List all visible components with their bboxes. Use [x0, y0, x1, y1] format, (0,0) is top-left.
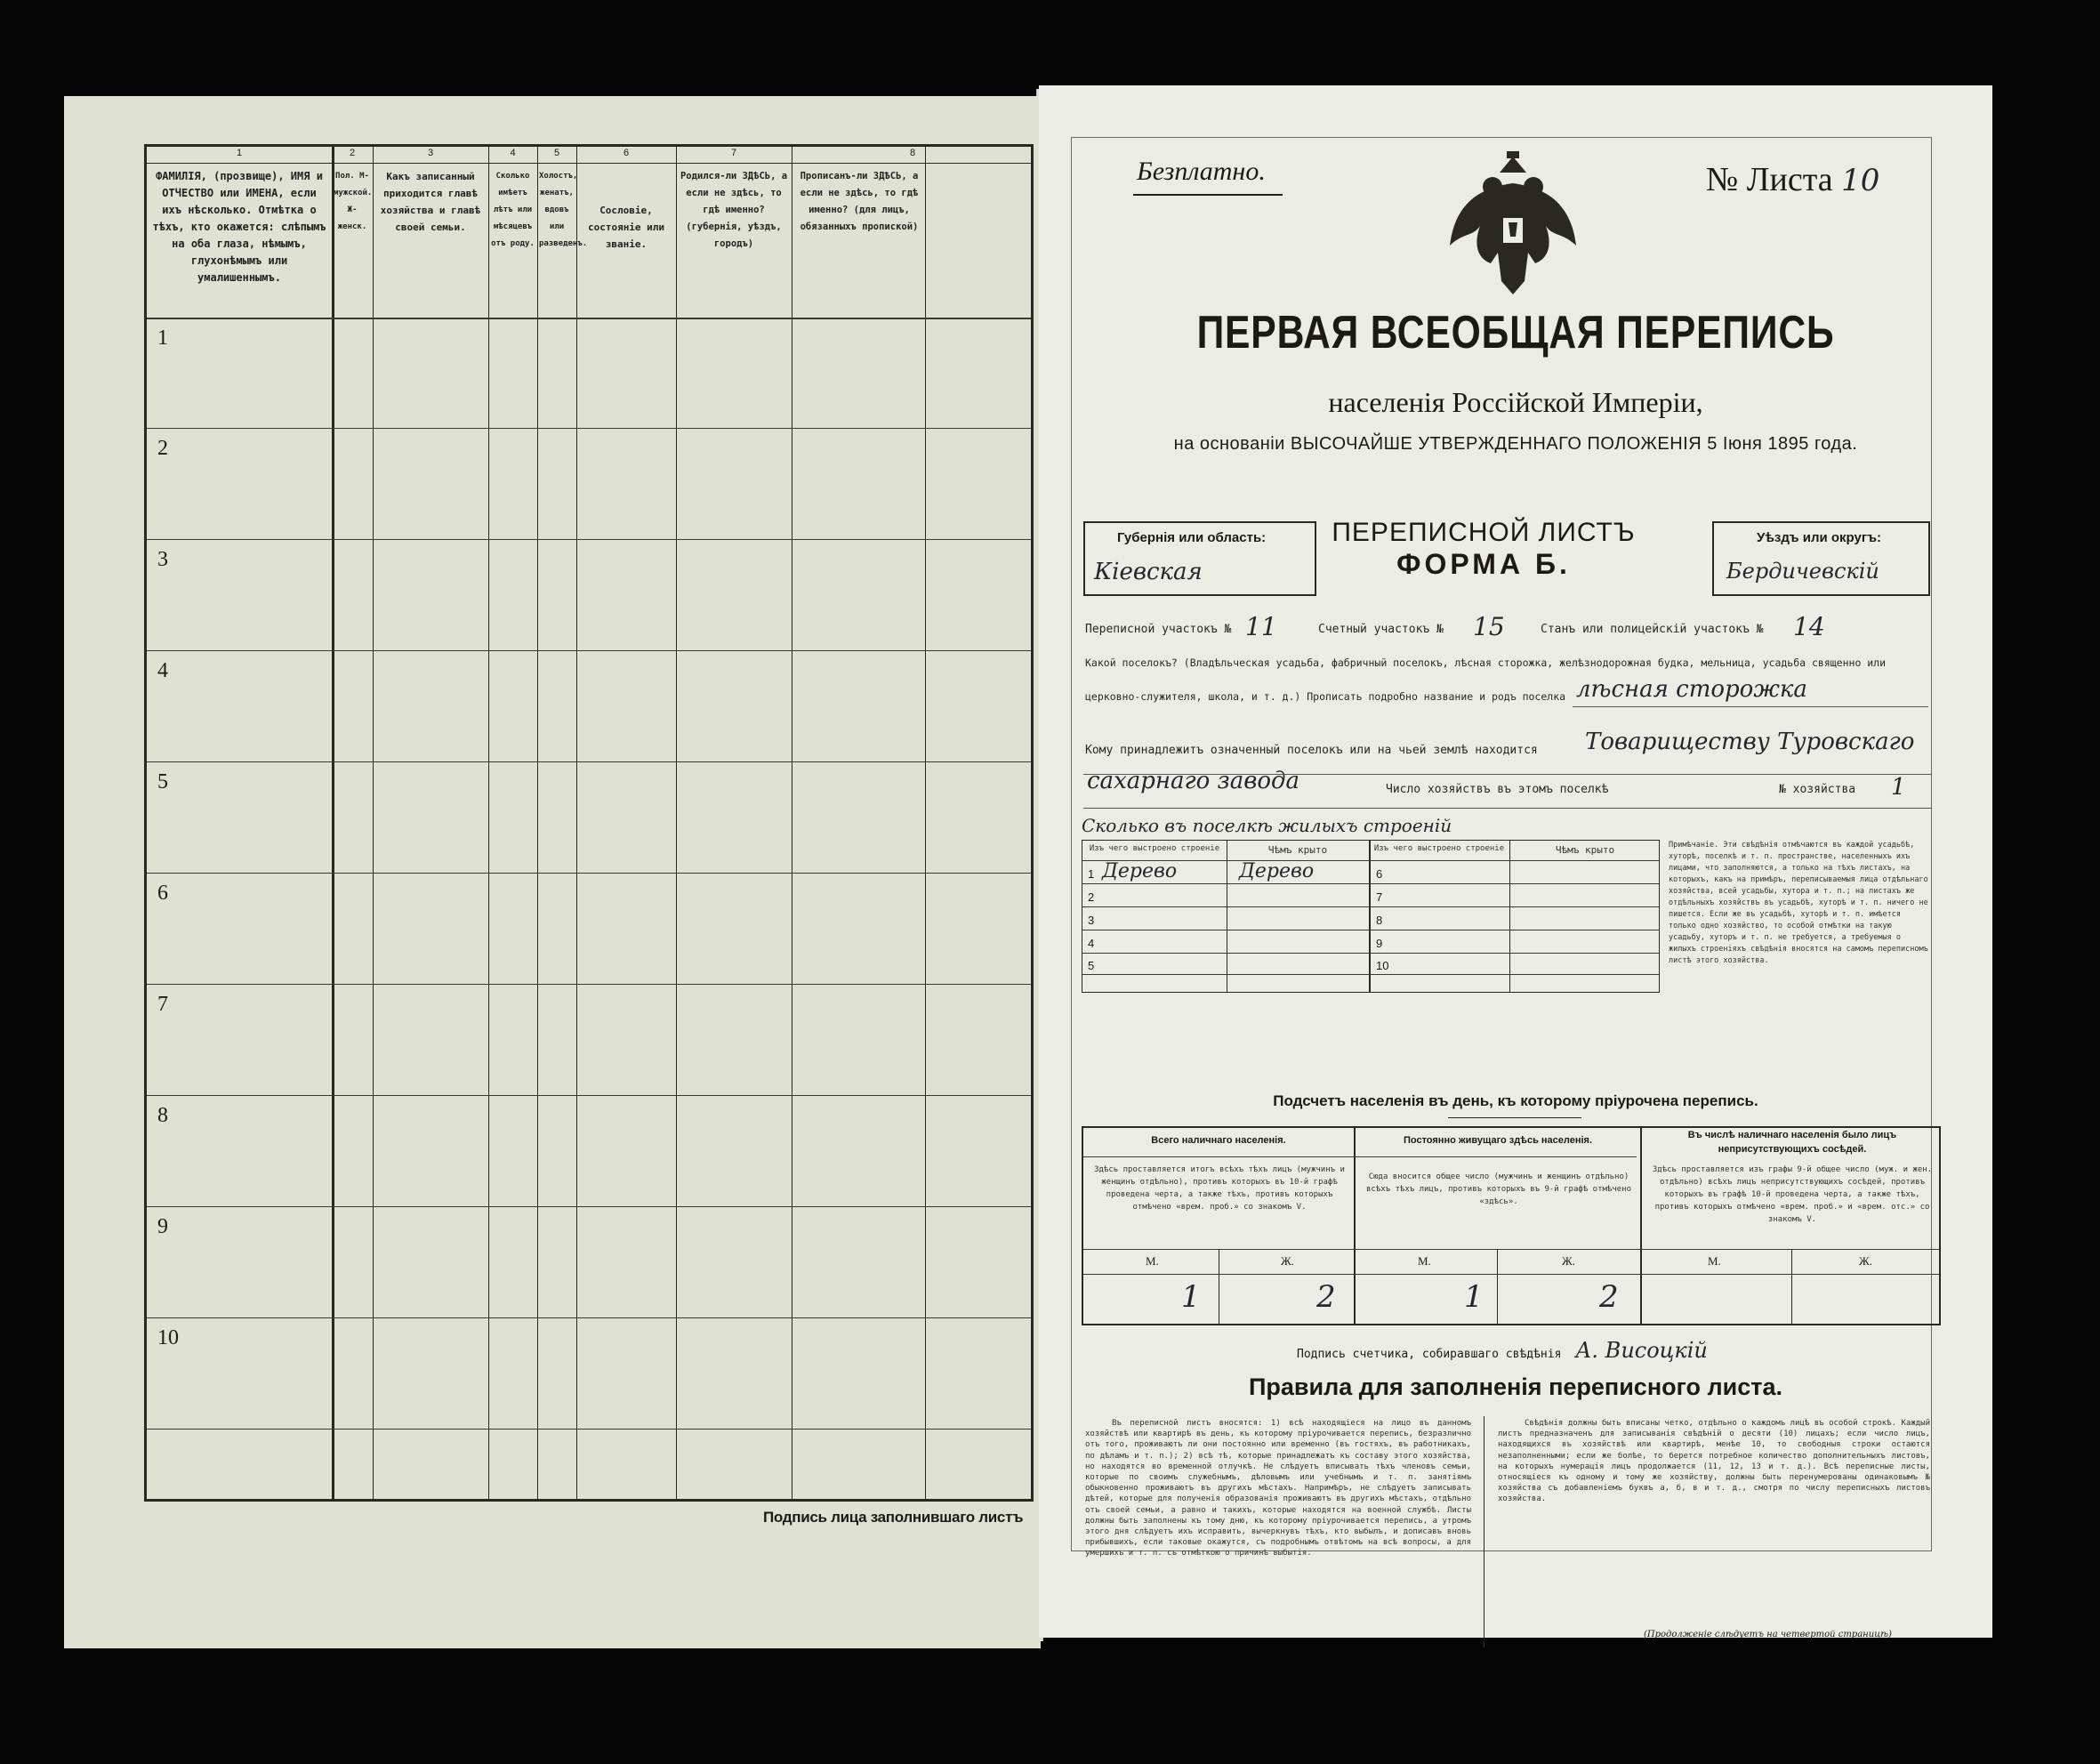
settlement-underline [1573, 706, 1928, 707]
row-number-5: 5 [157, 770, 168, 793]
bld-head-roof-2: Чѣмъ крыто [1555, 844, 1615, 856]
col-number-1: 1 [236, 148, 243, 158]
row-number-9: 9 [157, 1215, 168, 1238]
row-line [147, 1206, 1031, 1207]
double-headed-eagle-emblem [1446, 148, 1580, 299]
row-number-10: 10 [157, 1326, 179, 1349]
row-number-2: 2 [157, 437, 168, 460]
police-area-label: Станъ или полицейскій участокъ № [1541, 623, 1764, 636]
row-number-8: 8 [157, 1104, 168, 1127]
households-label: Число хозяйствъ въ этомъ поселкѣ [1386, 783, 1609, 796]
col-divider [332, 147, 334, 1499]
count-area-label: Счетный участокъ № [1318, 623, 1444, 636]
row-line [147, 428, 1031, 429]
present-m-value: 1 [1181, 1279, 1201, 1315]
col-divider [488, 147, 489, 1499]
col-number-2: 2 [349, 148, 356, 158]
col-header-registered: Прописанъ-ли ЗДѢСЬ, а если не здѣсь, то гдѣ именно? (для лицъ, обязанныхъ пропиской) [800, 171, 919, 232]
row-line [147, 984, 1031, 985]
buildings-note: Примѣчаніе. Эти свѣдѣнія отмѣчаются въ каждой усадьбѣ, хуторѣ, поселкѣ и т. п. пространстве, населенныхъ ихъ лицами, что заполняются, а только на тѣхъ листахъ, на которыхъ, какъ на примѣръ, переписываемыя лица отдѣльнаго хозяйства, всей усадьбы, хутора и т. п.; на листахъ же отдѣльныхъ хозяйствъ въ усадьбѣ, хуторѣ и т. п. ничего не пишется. Если же въ усадьбѣ, хуторѣ и т. п. имѣется только одно хозяйство, то особой отмѣтки на такую усадьбу, хуторъ и т. п. не требуется, а требуемыя о жилыхъ строеніяхъ свѣдѣнія вносятся на самомъ переписномъ листѣ этого хозяйства. [1669, 841, 1928, 965]
district-box [1712, 521, 1930, 596]
header-bottom-line [147, 318, 1031, 319]
bld-row-number: 6 [1376, 867, 1383, 881]
col-header-age: Сколько имѣетъ лѣтъ или мѣсяцевъ отъ роду. [491, 172, 535, 248]
bld-row-number: 5 [1088, 959, 1095, 972]
count-title-underline [1448, 1117, 1581, 1118]
bld-row-number: 1 [1088, 867, 1095, 881]
col-number-8: 8 [909, 148, 916, 158]
district-label: Уѣздъ или округъ: [1757, 530, 1882, 545]
bld-row-number: 3 [1088, 914, 1095, 927]
row-number-7: 7 [157, 993, 168, 1016]
bld-row1-material: Дерево [1102, 860, 1178, 882]
rules-right-column: Свѣдѣнія должны быть вписаны четко, отдѣльно о каждомъ лицѣ въ особой строкѣ. Каждый листъ предназначенъ для записыванія свѣдѣній о десяти (10) лицахъ; если число лицъ, находящихся въ хозяйствѣ или квартирѣ, менѣе 10, то свободныя строки остаются незаполненными; если же болѣе, то берется потребное количество дополнительныхъ листовъ, на которыхъ нумерація лицъ продолжается (11, 12, 13 и т. д.). Всѣ переписные листы, относящіеся къ одному и тому же хозяйству, должны быть перенумерованы одинаковымъ № хозяйства съ добавленіемъ буквъ а, б, в и т. д., смотря по числу переписныхъ листовъ хозяйства. [1498, 1419, 1930, 1504]
col-divider [676, 147, 677, 1499]
col-divider [1497, 1249, 1498, 1324]
settlement-label: Какой поселокъ? (Владѣльческая усадьба, фабричный поселокъ, лѣсная сторожка, желѣзнодорожная будка, мельница, усадьба священно или [1085, 656, 1887, 669]
present-f-value: 2 [1316, 1279, 1336, 1315]
owner-value: Товариществу Туровскаго сахарнаго завода [1087, 729, 1915, 794]
rules-left-column: Въ переписной листъ вносятся: 1) всѣ находящіеся на лицо въ данномъ хозяйствѣ или квартирѣ въ день, къ которому пріурочивается перепись, безразлично отъ того, проживаютъ ли они постоянно или временно (въ гостяхъ, въ работникахъ, по дѣламъ и т. п.); 2) всѣ тѣ, которые принадлежатъ къ составу этого хозяйства, но находятся во временной отлучкѣ. Не слѣдуетъ вписывать тѣхъ членовъ семьи, которые по своимъ служебнымъ, дѣловымъ или учебнымъ и т. п. занятіямъ обыкновенно проживаютъ въ другихъ мѣстахъ. Напримѣръ, не слѣдуетъ записывать дѣтей, которые для полученія образованія проживаютъ въ другихъ мѣстахъ, отдѣльно отъ своей семьи, а равно и такихъ, которые находятся на военной службѣ. Листы должны быть заполнены къ тому дню, къ которому пріурочивается перепись, а утромъ этого дня слѣдуетъ ихъ исправить, вычеркнувъ тѣхъ, кто выбылъ, и дописавъ вновь прибывшихъ, если таковые окажутся, съ подробнымъ отвѣтомъ на всѣ вопросы, а для умершихъ и т. п. съ отмѣткою о причинѣ выбытія. [1085, 1419, 1471, 1559]
counter-signature-value: А. Висоцкій [1575, 1338, 1708, 1363]
row-line [147, 761, 1031, 762]
sheet-number [1706, 160, 1879, 199]
sheet-number-label: № Листа [1706, 161, 1833, 198]
bld-row1-roof: Дерево [1239, 860, 1315, 882]
row-line [1083, 1156, 1637, 1157]
province-value: Кіевская [1094, 559, 1203, 585]
permanent-pop-description: Сюда вносится общее число (мужчинъ и женщинъ отдѣльно) всѣхъ тѣхъ лицъ, противъ которыхъ въ 9-й графѣ отмѣчено «здѣсь». [1365, 1172, 1631, 1206]
owner-underline [1083, 774, 1932, 775]
bld-row-number: 9 [1376, 937, 1383, 950]
permanent-f-value: 2 [1599, 1279, 1619, 1315]
counter-signature-row [1297, 1338, 1708, 1363]
col-header-birthplace: Родился-ли ЗДѢСЬ, а если не здѣсь, то гдѣ именно? (губернія, уѣздъ, городъ) [680, 171, 788, 249]
population-count-title: Подсчетъ населенія въ день, къ которому пріурочена перепись. [1273, 1092, 1758, 1109]
census-area-label: Переписной участокъ № [1085, 623, 1232, 636]
col-header-estate: Сословіе, состояніе или званіе. [587, 205, 665, 250]
col-number-4: 4 [510, 148, 516, 158]
row-number-3: 3 [157, 548, 168, 571]
form-name: ФОРМА Б. [1396, 548, 1571, 580]
transient-m-label: М. [1708, 1254, 1721, 1268]
police-area-value: 14 [1793, 612, 1825, 641]
census-area-value: 11 [1245, 612, 1277, 641]
row-line [147, 539, 1031, 540]
row-line [147, 1429, 1031, 1430]
col-number-3: 3 [427, 148, 434, 158]
population-count-table [1082, 1126, 1941, 1325]
document-title: ПЕРВАЯ ВСЕОБЩАЯ ПЕРЕПИСЬ [1196, 307, 1835, 358]
free-label: Безплатно. [1137, 157, 1266, 186]
col-number-7: 7 [730, 148, 737, 158]
household-number-value: 1 [1891, 774, 1906, 801]
row-line [1082, 974, 1659, 975]
col-divider [1509, 841, 1510, 992]
form-title-block [1306, 518, 1661, 581]
bld-head-material: Изъ чего выстроено строеніе [1089, 844, 1220, 853]
col-number-6: 6 [623, 148, 630, 158]
row-number-6: 6 [157, 882, 168, 905]
col-header-relation: Какъ записанный приходится главѣ хозяйства и главѣ своей семьи. [380, 171, 481, 233]
bld-row-number: 4 [1088, 937, 1095, 950]
settlement-value: лѣсная сторожка [1576, 676, 1807, 703]
col-header-name: ФАМИЛІЯ, (прозвище), ИМЯ и ОТЧЕСТВО или ИМЕНА, если ихъ нѣсколько. Отмѣтка о тѣхъ, кто окажется: слѣпымъ на оба глаза, нѣмымъ, глухонѣмымъ или умалишеннымъ. [152, 170, 326, 284]
bld-head-material-2: Изъ чего выстроено строеніе [1373, 844, 1505, 853]
row-line [1082, 883, 1659, 884]
present-f-label: Ж. [1281, 1254, 1294, 1268]
present-pop-description: Здѣсь проставляется итогъ всѣхъ тѣхъ лицъ (мужчинъ и женщинъ отдѣльно), противъ которыхъ въ 10-й графѣ проведена черта, а также тѣхъ, противъ которыхъ отмѣчено «врем. проб.» со знакомъ V. [1094, 1165, 1345, 1212]
row-line [147, 1095, 1031, 1096]
bld-row-number: 8 [1376, 914, 1383, 927]
row-line [147, 873, 1031, 874]
census-table [144, 144, 1034, 1502]
col-divider [576, 147, 577, 1499]
district-value: Бердичевскій [1726, 559, 1879, 584]
owner-label: Кому принадлежитъ означенный поселокъ или на чьей землѣ находится [1085, 744, 1538, 757]
bld-row-number: 2 [1088, 890, 1095, 904]
col-divider [792, 147, 793, 1499]
document-subtitle: населенія Россійской Имперіи, [1328, 386, 1703, 418]
transient-pop-description: Здѣсь проставляется изъ графы 9-й общее число (муж. и жен. отдѣльно) всѣхъ лицъ неприсутствующихъ сосѣдей, противъ которыхъ въ графѣ 10-й проведена черта, а также тѣхъ, противъ которыхъ отмѣчено «врем. проб.» и «врем. отс.» со знакомъ V. [1652, 1165, 1933, 1224]
continuation-note: (Продолженіе слѣдуетъ на четвертой страницѣ) [1644, 1630, 1892, 1639]
col-divider [1369, 841, 1371, 992]
row-line [1082, 906, 1659, 907]
province-box [1083, 521, 1316, 596]
col-divider [1791, 1249, 1792, 1324]
row-line [1082, 953, 1659, 954]
rules-title: Правила для заполненія переписного листа. [1248, 1373, 1783, 1400]
permanent-m-value: 1 [1464, 1279, 1484, 1315]
document-decree: на основаніи ВЫСОЧАЙШЕ УТВЕРЖДЕННАГО ПОЛОЖЕНІЯ 5 Іюня 1895 года. [1173, 434, 1858, 454]
permanent-pop-header: Постоянно живущаго здѣсь населенія. [1403, 1135, 1593, 1146]
buildings-table [1082, 840, 1660, 993]
row-number-1: 1 [157, 326, 168, 350]
bld-row-number: 7 [1376, 890, 1383, 904]
col-header-marital: Холостъ, женатъ, вдовъ или разведенъ. [539, 172, 588, 248]
left-page [64, 96, 1041, 1648]
right-page [1039, 85, 1992, 1638]
present-m-label: М. [1146, 1254, 1159, 1268]
col-number-5: 5 [553, 148, 560, 158]
form-title: ПЕРЕПИСНОЙ ЛИСТЪ [1332, 518, 1636, 547]
permanent-m-label: М. [1418, 1254, 1431, 1268]
present-pop-header: Всего наличнаго населенія. [1151, 1135, 1286, 1146]
province-label: Губернія или область: [1117, 530, 1267, 545]
col-divider [1354, 1128, 1356, 1324]
col-header-sex: Пол. М-мужской. Ж-женск. [334, 172, 373, 231]
bld-head-roof: Чѣмъ крыто [1267, 844, 1328, 856]
col-divider [1640, 1128, 1642, 1324]
filler-signature-label: Подпись лица заполнившаго листъ [763, 1509, 1024, 1526]
col-divider [373, 147, 374, 1499]
row-line [147, 1317, 1031, 1318]
permanent-f-label: Ж. [1562, 1254, 1575, 1268]
bld-row-number: 10 [1376, 959, 1389, 972]
row-line [1083, 1249, 1939, 1250]
row-line [1083, 1274, 1939, 1275]
sheet-number-value: 10 [1841, 163, 1880, 198]
row-number-4: 4 [157, 659, 168, 682]
col-divider [925, 147, 926, 1499]
free-underline [1133, 194, 1283, 196]
transient-pop-header: Въ числѣ наличнаго населенія было лицъ неприсутствующихъ сосѣдей. [1687, 1130, 1897, 1155]
household-number-label: № хозяйства [1779, 783, 1856, 796]
counter-signature-label: Подпись счетчика, собиравшаго свѣдѣнія [1297, 1348, 1562, 1361]
transient-f-label: Ж. [1859, 1254, 1872, 1268]
buildings-label: Сколько въ поселкѣ жилыхъ строеній [1082, 815, 1452, 836]
col-divider [537, 147, 538, 1499]
row-line [147, 650, 1031, 651]
owner-underline-2 [1083, 808, 1932, 809]
count-area-value: 15 [1473, 612, 1505, 641]
settlement-label-2: церковно-служителя, школа, и т. д.) Прописать подробно название и родъ поселка [1085, 690, 1566, 703]
